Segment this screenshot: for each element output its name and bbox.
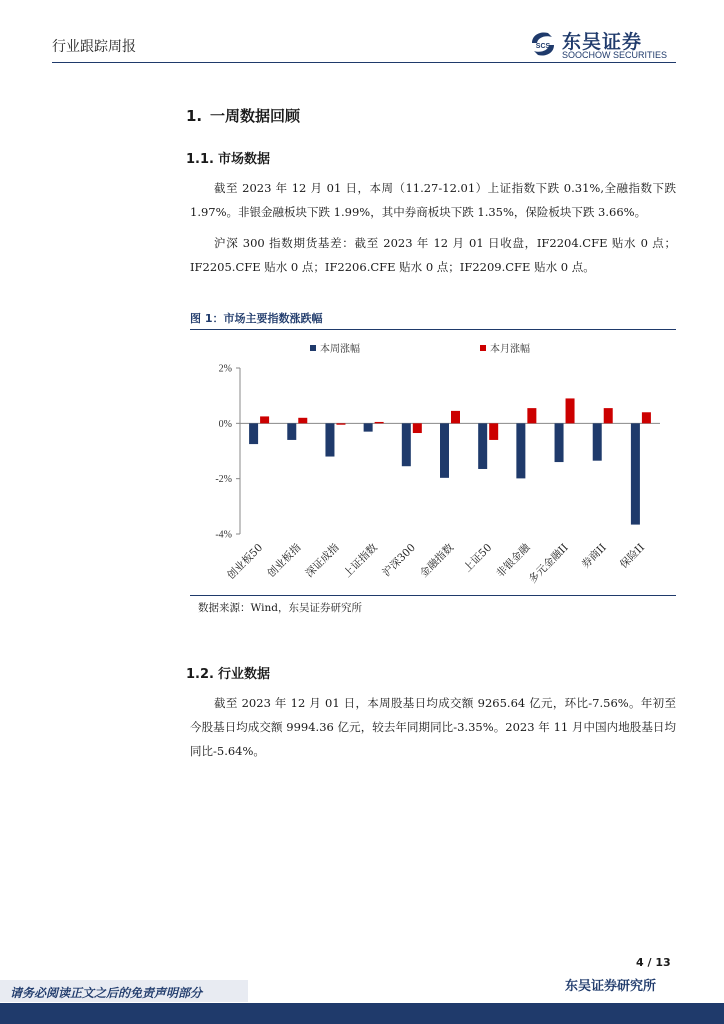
x-category-label: 券商II: [579, 541, 609, 571]
report-type-title: 行业跟踪周报: [52, 39, 136, 55]
x-category-label: 上证指数: [341, 541, 380, 580]
bar-monthly-change: [375, 422, 384, 423]
subsection-heading-industry: [186, 663, 270, 682]
figure-title: 图 1：市场主要指数涨跌幅: [190, 312, 323, 325]
legend-swatch-weekly: [310, 345, 316, 351]
bar-monthly-change: [489, 423, 498, 440]
figure-bottom-rule: [190, 595, 676, 596]
bar-weekly-change: [364, 423, 373, 431]
bar-weekly-change: [555, 423, 564, 462]
logo-mark-text: SCS: [535, 43, 551, 50]
x-category-label: 创业板50: [224, 541, 266, 582]
disclaimer-note: 请务必阅读正文之后的免责声明部分: [0, 980, 248, 1002]
bar-weekly-change: [593, 423, 602, 460]
bar-monthly-change: [527, 408, 536, 423]
logo-english-name: SOOCHOW SECURITIES: [562, 50, 668, 60]
bar-weekly-change: [325, 423, 334, 456]
bar-monthly-change: [451, 411, 460, 423]
page-number: 4 / 13: [636, 956, 671, 969]
subsection-heading-market: [186, 148, 270, 167]
bar-monthly-change: [566, 398, 575, 423]
bar-weekly-change: [440, 423, 449, 478]
market-data-paragraph-2: 沪深 300 指数期货基差：截至 2023 年 12 月 01 日收盘，IF2204.CFE 贴水 0 点；IF2205.CFE 贴水 0 点；IF2206.CFE 贴水 0 点；IF2209.CFE 贴水 0 点。: [190, 236, 676, 274]
market-data-paragraph-1: 截至 2023 年 12 月 01 日，本周（11.27-12.01）上证指数下跌 0.31%,全融指数下跌 1.97%。非银金融板块下跌 1.99%，其中券商板块下跌 1.35%，保险板块下跌 3.66%。: [190, 181, 676, 219]
industry-data-paragraph: 截至 2023 年 12 月 01 日，本周股基日均成交额 9265.64 亿元，环比-7.56%。年初至今股基日均成交额 9994.36 亿元，较去年同期同比-3.35%。2023 年 11 月中国内地股基日均同比-5.64%。: [190, 696, 676, 758]
bar-monthly-change: [336, 423, 345, 424]
section-number: 1.: [186, 107, 203, 125]
y-tick-label: -4%: [215, 529, 232, 541]
bar-monthly-change: [260, 416, 269, 423]
subsection-number: 1.1.: [186, 152, 214, 167]
section-title: 一周数据回顾: [210, 107, 301, 125]
subsection-title: 行业数据: [218, 667, 271, 682]
bar-monthly-change: [642, 412, 651, 423]
bar-weekly-change: [402, 423, 411, 466]
x-category-label: 金融指数: [417, 541, 457, 580]
x-category-label: 上证50: [461, 541, 495, 575]
bar-weekly-change: [631, 423, 640, 524]
bar-weekly-change: [516, 423, 525, 478]
legend-swatch-monthly: [480, 345, 486, 351]
company-logo-icon: [528, 29, 558, 59]
x-category-label: 非银金融: [494, 541, 533, 580]
x-category-label: 多元金融II: [526, 541, 571, 586]
legend-label-monthly: 本月涨幅: [490, 344, 530, 355]
footer-organization: 东吴证券研究所: [565, 979, 657, 994]
legend-label-weekly: 本周涨幅: [320, 344, 360, 355]
header-divider: [52, 62, 676, 63]
subsection-number: 1.2.: [186, 667, 214, 682]
footer-bar: [0, 1003, 724, 1024]
bar-monthly-change: [413, 423, 422, 433]
subsection-title: 市场数据: [218, 152, 271, 167]
section-heading: [186, 105, 300, 126]
company-logo: [528, 27, 678, 63]
y-tick-label: 0%: [218, 418, 232, 430]
logo-chinese-name: 东吴证券: [562, 31, 643, 53]
index-change-bar-chart: [190, 330, 676, 594]
x-category-label: 创业板指: [265, 541, 304, 580]
x-category-label: 沪深300: [380, 541, 418, 580]
bar-monthly-change: [604, 408, 613, 423]
x-category-label: 保险II: [617, 541, 648, 571]
figure-source: 数据来源：Wind，东吴证券研究所: [198, 602, 362, 614]
y-tick-label: -2%: [215, 474, 232, 486]
y-tick-label: 2%: [218, 363, 232, 375]
bar-weekly-change: [287, 423, 296, 440]
x-category-label: 深证成指: [303, 541, 342, 580]
bar-monthly-change: [298, 418, 307, 424]
bar-weekly-change: [249, 423, 258, 444]
bar-weekly-change: [478, 423, 487, 469]
